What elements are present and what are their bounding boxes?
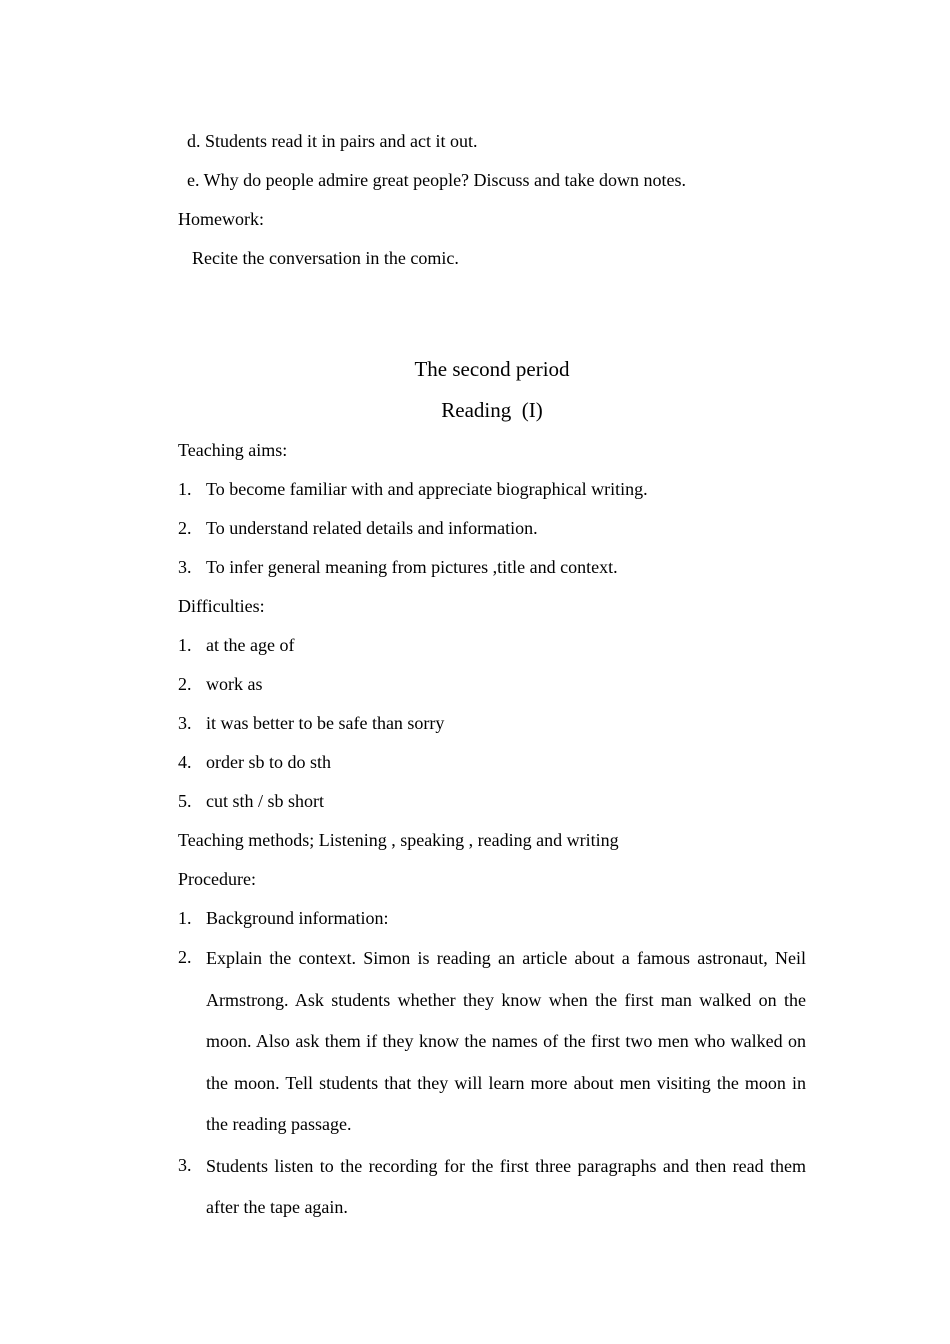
list-number: 2. (178, 947, 192, 967)
list-item (178, 938, 806, 1146)
list-text: order sb to do sth (206, 752, 331, 772)
list-text: work as (206, 674, 263, 694)
step-e: e. Why do people admire great people? Discuss and take down notes. (187, 170, 687, 190)
section-subtitle: Reading (I) (441, 398, 543, 422)
document-page (178, 122, 806, 1229)
list-number: 5. (178, 791, 192, 811)
list-number: 2. (178, 674, 192, 694)
list-item (178, 665, 806, 704)
list-number: 1. (178, 908, 192, 928)
teaching-aims-heading: Teaching aims: (178, 440, 288, 460)
section-spacer (178, 278, 806, 349)
list-item (178, 626, 806, 665)
list-text: Explain the context. Simon is reading an article about a famous astronaut, Neil Armstrong. Ask students whether they know when the first man walked on the moon. Also ask them if they know the names of the first two men who walked on the moon. Tell students that they will learn more about men visiting the moon in the reading passage. (206, 948, 806, 1134)
list-item (178, 509, 806, 548)
list-text: To understand related details and information. (206, 518, 538, 538)
list-item (178, 743, 806, 782)
step-d: d. Students read it in pairs and act it out. (187, 131, 478, 151)
homework-text: Recite the conversation in the comic. (192, 248, 459, 268)
list-item (178, 704, 806, 743)
section-title: The second period (414, 357, 570, 381)
list-number: 3. (178, 1154, 192, 1175)
list-item (178, 899, 806, 938)
list-text: To become familiar with and appreciate biographical writing. (206, 479, 648, 499)
list-number: 4. (178, 752, 192, 772)
list-item (178, 1146, 806, 1229)
procedure-heading: Procedure: (178, 869, 256, 889)
list-text: cut sth / sb short (206, 791, 325, 811)
list-number: 1. (178, 635, 192, 655)
difficulties-heading: Difficulties: (178, 596, 265, 616)
list-text: Background information: (206, 908, 389, 928)
list-item (178, 548, 806, 587)
teaching-methods: Teaching methods; Listening , speaking , reading and writing (178, 830, 619, 850)
list-item (178, 470, 806, 509)
list-number: 3. (178, 713, 192, 733)
list-number: 2. (178, 518, 192, 538)
homework-heading: Homework: (178, 209, 264, 229)
list-text: To infer general meaning from pictures ,title and context. (206, 557, 618, 577)
list-text: at the age of (206, 635, 295, 655)
list-number: 3. (178, 557, 192, 577)
list-number: 1. (178, 479, 192, 499)
list-item (178, 782, 806, 821)
list-text: it was better to be safe than sorry (206, 713, 445, 733)
list-text: Students listen to the recording for the first three paragraphs and then read them after the tape again. (206, 1155, 806, 1217)
